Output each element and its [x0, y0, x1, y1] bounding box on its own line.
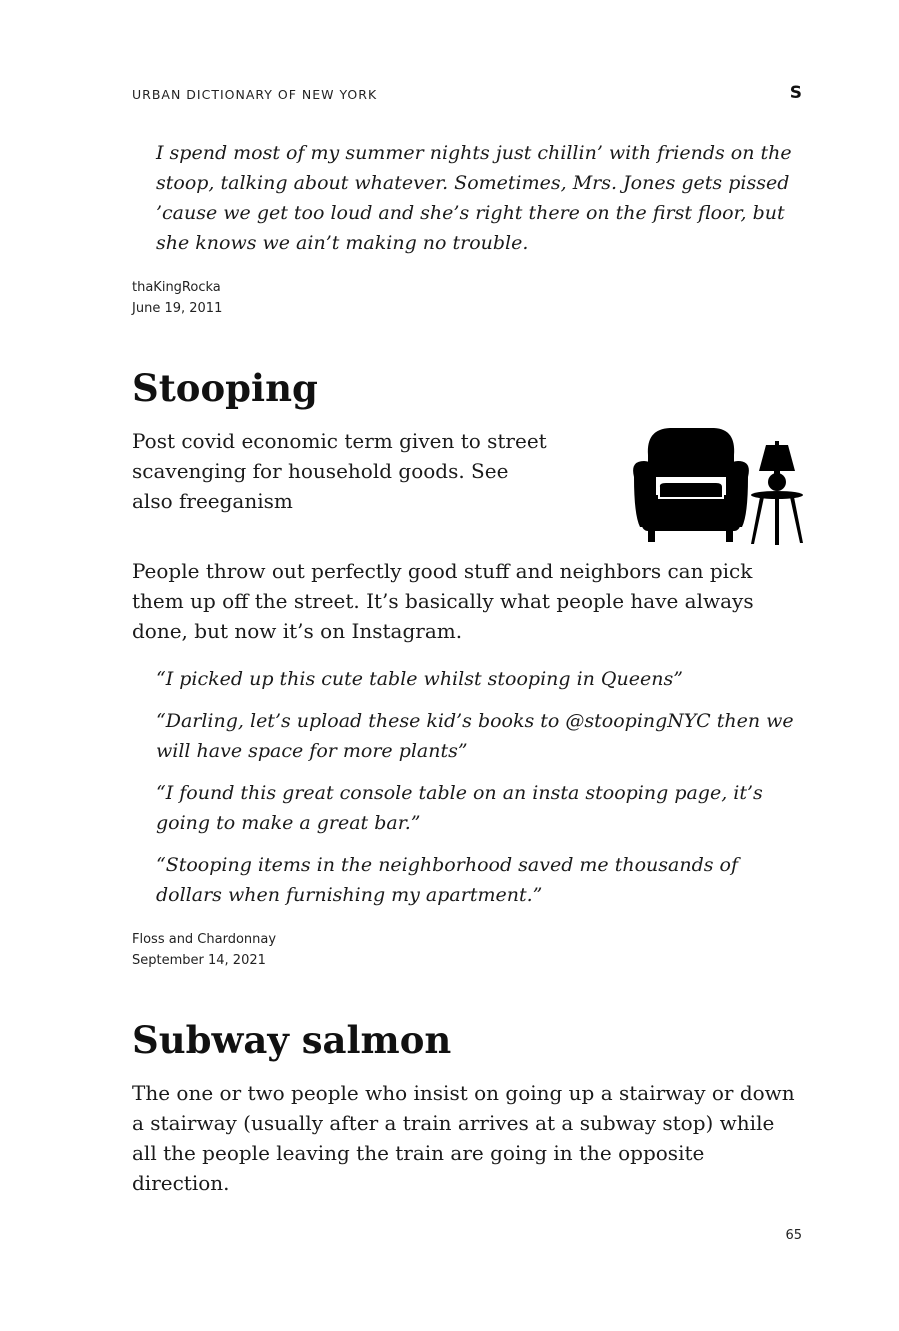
stooping-author: Floss and Chardonnay — [132, 932, 277, 947]
subway-salmon-definition: The one or two people who insist on going up a stairway or down a stairway (usually after a train arrives at a subway stop) while all the people leaving the train are going in the opposite direction. — [132, 1081, 795, 1195]
stooping-example-2: “Darling, let’s upload these kid’s books to @stoopingNYC then we will have space for more plants” — [156, 710, 794, 762]
armchair-and-lamp-table-icon — [630, 425, 806, 547]
entry-term-stooping: Stooping — [132, 366, 318, 410]
stooping-date: September 14, 2021 — [132, 953, 266, 968]
running-title: URBAN DICTIONARY OF NEW YORK — [132, 87, 378, 102]
previous-entry-author: thaKingRocka — [132, 280, 221, 295]
page-number: 65 — [785, 1228, 802, 1243]
entry-term-subway-salmon: Subway salmon — [132, 1018, 452, 1062]
previous-entry-example: I spend most of my summer nights just chillin’ with friends on the stoop, talking about whatever. Sometimes, Mrs. Jones gets pissed ’cause we get too loud and she’s right there on the first floor, but she knows we ain’t making no trouble. — [156, 142, 792, 254]
stooping-byline — [132, 929, 276, 971]
stooping-example-3: “I found this great console table on an insta stooping page, it’s going to make a great bar.” — [156, 782, 763, 834]
stooping-description: People throw out perfectly good stuff and neighbors can pick them up off the street. It’s basically what people have always done, but now it’s on Instagram. — [132, 559, 754, 643]
stooping-example-4: “Stooping items in the neighborhood saved me thousands of dollars when furnishing my apartment.” — [156, 854, 738, 906]
previous-entry-byline — [132, 277, 222, 319]
stooping-example-1: “I picked up this cute table whilst stooping in Queens” — [156, 668, 683, 690]
section-letter: S — [789, 83, 802, 103]
previous-entry-date: June 19, 2011 — [132, 301, 223, 316]
stooping-definition: Post covid economic term given to street scavenging for household goods. See also freeganism — [132, 429, 547, 513]
